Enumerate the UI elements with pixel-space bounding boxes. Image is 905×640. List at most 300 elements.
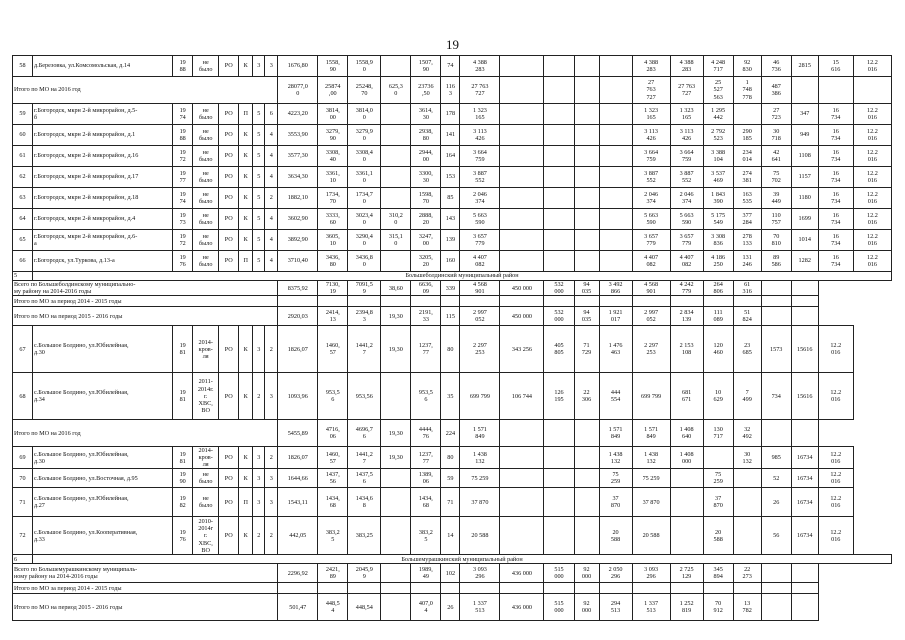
table-cell: 315,1 0 (381, 230, 411, 251)
table-cell (599, 230, 632, 251)
table-cell (574, 583, 599, 594)
table-cell: 3279, 90 (318, 125, 348, 146)
table-cell: П (239, 104, 253, 125)
table-cell (381, 167, 411, 188)
table-cell: 16 734 (818, 167, 853, 188)
table-cell: 116 3 (441, 77, 460, 104)
table-cell: 2 (253, 517, 265, 555)
table-cell: г.Богородск, мкрн 2-й микрорайон, д.6- а (33, 230, 173, 251)
table-cell: 19 81 (173, 326, 193, 373)
table-cell: 5 (253, 251, 265, 272)
table-cell: 12.2 016 (853, 230, 891, 251)
table-cell (599, 125, 632, 146)
table-cell: 3 (253, 469, 265, 488)
table-cell: с.Большое Болдино, ул.Кооперативная, д.33 (33, 517, 173, 555)
table-cell: 2 046 374 (460, 188, 500, 209)
table-cell (544, 209, 574, 230)
table-cell (500, 420, 544, 447)
table-cell: 15616 (791, 373, 818, 420)
table-cell: 37 870 (599, 488, 632, 517)
table-cell: 2 153 108 (670, 326, 703, 373)
table-cell (544, 125, 574, 146)
table-cell: 163 535 (733, 188, 761, 209)
table-cell: 141 (441, 125, 460, 146)
table-cell (574, 296, 599, 307)
table-cell (574, 56, 599, 77)
table-cell (599, 209, 632, 230)
table-cell (574, 447, 599, 469)
table-cell: 1434,6 8 (348, 488, 381, 517)
table-cell: 3 657 779 (632, 230, 670, 251)
table-cell: 2 (265, 517, 278, 555)
table-cell: 699 799 (460, 373, 500, 420)
table-cell: 4223,20 (278, 104, 318, 125)
table-cell: 3436, 80 (318, 251, 348, 272)
table-cell: РО (219, 230, 239, 251)
table-cell: 345 894 (703, 564, 733, 583)
table-cell: 4 388 283 (632, 56, 670, 77)
table-row (13, 209, 892, 230)
table-cell (574, 420, 599, 447)
district-header-row (13, 272, 892, 281)
table-cell: г.Богородск, мкрн 2-й микрорайон, д.1 (33, 125, 173, 146)
table-cell: 3 664 759 (460, 146, 500, 167)
summary-row (13, 296, 892, 307)
table-cell: 120 460 (703, 326, 733, 373)
table-cell (500, 125, 544, 146)
table-cell: 3892,90 (278, 230, 318, 251)
table-cell: 2938, 80 (411, 125, 441, 146)
table-cell: 70 912 (703, 594, 733, 621)
table-cell: К (239, 469, 253, 488)
table-cell: 2944, 00 (411, 146, 441, 167)
table-cell: 444 554 (599, 373, 632, 420)
table-cell: 1460, 57 (318, 447, 348, 469)
table-cell (544, 104, 574, 125)
table-cell: 734 (761, 373, 791, 420)
table-cell: 4716, 06 (318, 420, 348, 447)
table-cell (500, 296, 544, 307)
table-cell: 3 887 552 (632, 167, 670, 188)
table-cell: 264 806 (703, 281, 733, 296)
table-cell: 2414, 13 (318, 307, 348, 326)
table-cell: 1 571 849 (632, 420, 670, 447)
table-cell (348, 583, 381, 594)
table-cell: 3 093 296 (632, 564, 670, 583)
table-cell: 19 90 (173, 469, 193, 488)
table-cell: РО (219, 125, 239, 146)
table-cell: 61 (13, 146, 33, 167)
table-cell (544, 56, 574, 77)
table-cell: 1 921 017 (599, 307, 632, 326)
table-cell: 2 725 129 (670, 564, 703, 583)
table-cell: 3814, 00 (318, 104, 348, 125)
table-cell (632, 583, 670, 594)
table-cell: 56 (761, 517, 791, 555)
table-cell: Всего по Большемурашкинскому муниципаль- ному району на 2014-2016 годы (13, 564, 278, 583)
table-cell: г.Богородск, мкрн 2-й микрорайон, д.4 (33, 209, 173, 230)
table-cell (381, 488, 411, 517)
table-cell (381, 125, 411, 146)
table-cell: 2 997 052 (460, 307, 500, 326)
table-cell: Большеболдинский муниципальный район (33, 272, 892, 281)
table-row (13, 251, 892, 272)
table-cell (381, 469, 411, 488)
table-cell (791, 296, 818, 307)
table-cell: 1598, 70 (411, 188, 441, 209)
table-cell: не было (193, 188, 219, 209)
table-cell: 130 717 (703, 420, 733, 447)
table-cell: РО (219, 447, 239, 469)
table-row (13, 104, 892, 125)
table-cell: 94 035 (574, 307, 599, 326)
table-cell: 19 74 (173, 104, 193, 125)
table-cell: 5 (253, 188, 265, 209)
table-cell: 3577,30 (278, 146, 318, 167)
table-cell (599, 296, 632, 307)
table-cell (500, 77, 544, 104)
table-cell: 1507, 90 (411, 56, 441, 77)
table-cell: 61 316 (733, 281, 761, 296)
table-cell: 407,0 4 (411, 594, 441, 621)
table-cell: 3 (265, 488, 278, 517)
table-cell: 4 (265, 125, 278, 146)
table-cell: 19 88 (173, 56, 193, 77)
table-cell: не было (193, 104, 219, 125)
table-cell: К (239, 517, 253, 555)
table-cell (791, 281, 818, 296)
table-cell: 80 (441, 447, 460, 469)
table-cell: 5 (253, 167, 265, 188)
table-cell: 16734 (791, 469, 818, 488)
table-cell (761, 594, 791, 621)
table-cell: 1644,66 (278, 469, 318, 488)
table-cell: 160 (441, 251, 460, 272)
table-cell (791, 583, 818, 594)
table-cell (574, 517, 599, 555)
summary-row (13, 307, 892, 326)
table-cell: 278 133 (733, 230, 761, 251)
table-cell: 111 089 (703, 307, 733, 326)
table-cell: РО (219, 326, 239, 373)
table-cell (544, 188, 574, 209)
table-cell (500, 188, 544, 209)
table-cell: Итого по МО на период 2015 - 2016 годы (13, 594, 278, 621)
table-cell: 1 438 132 (632, 447, 670, 469)
table-cell: 3 887 552 (670, 167, 703, 188)
table-cell: 1 843 390 (703, 188, 733, 209)
table-cell: 2191, 33 (411, 307, 441, 326)
table-cell (791, 420, 818, 447)
table-cell: 16 734 (818, 146, 853, 167)
table-cell: 3 (265, 373, 278, 420)
table-cell (348, 296, 381, 307)
table-cell: 405 805 (544, 326, 574, 373)
table-cell: 3553,90 (278, 125, 318, 146)
table-cell: 1108 (791, 146, 818, 167)
table-cell (853, 77, 891, 104)
table-cell: 1 323 165 (670, 104, 703, 125)
table-cell: 3 093 296 (460, 564, 500, 583)
table-cell: 52 (761, 469, 791, 488)
table-row (13, 188, 892, 209)
table-cell: 1826,07 (278, 326, 318, 373)
table-cell: 16734 (791, 517, 818, 555)
table-cell: 70 810 (761, 230, 791, 251)
table-cell: 3 657 779 (460, 230, 500, 251)
table-cell (411, 583, 441, 594)
table-cell (574, 77, 599, 104)
table-cell: 2 050 296 (599, 564, 632, 583)
table-cell: 75 702 (761, 167, 791, 188)
table-cell: не было (193, 125, 219, 146)
table-cell: 2815 (791, 56, 818, 77)
page-number: 19 (446, 37, 459, 52)
table-cell: не было (193, 167, 219, 188)
table-cell (670, 517, 703, 555)
table-cell: 19,30 (381, 420, 411, 447)
table-cell: 985 (761, 447, 791, 469)
table-cell: 12.2 016 (818, 326, 853, 373)
table-cell: 1282 (791, 251, 818, 272)
table-cell (500, 469, 544, 488)
table-cell: 234 014 (733, 146, 761, 167)
table-cell: 3634,30 (278, 167, 318, 188)
table-cell: 19,30 (381, 326, 411, 373)
table-cell (500, 167, 544, 188)
table-cell: не было (193, 469, 219, 488)
table-cell (500, 488, 544, 517)
table-cell (599, 167, 632, 188)
table-cell: 27 763 727 (460, 77, 500, 104)
table-cell: 339 (441, 281, 460, 296)
table-cell: 19 81 (173, 373, 193, 420)
table-cell: 1989, 49 (411, 564, 441, 583)
table-cell (599, 56, 632, 77)
table-cell: 1441,2 7 (348, 326, 381, 373)
table-cell: 16 734 (818, 251, 853, 272)
table-cell (381, 594, 411, 621)
table-cell: 178 (441, 104, 460, 125)
table-cell: 3710,40 (278, 251, 318, 272)
table-cell: 3605, 10 (318, 230, 348, 251)
table-cell: 12.2 016 (853, 104, 891, 125)
table-cell: 1180 (791, 188, 818, 209)
table-cell: 37 870 (460, 488, 500, 517)
table-cell: 1237, 77 (411, 326, 441, 373)
table-cell: 1882,10 (278, 188, 318, 209)
table-cell: 102 (441, 564, 460, 583)
table-cell: с.Большое Болдино, ул.Юбилейная, д.30 (33, 447, 173, 469)
table-cell: 1 438 132 (599, 447, 632, 469)
table-cell: РО (219, 469, 239, 488)
table-cell: 16 734 (818, 188, 853, 209)
table-cell (278, 296, 318, 307)
table-cell: 89 586 (761, 251, 791, 272)
table-cell: 1014 (791, 230, 818, 251)
table-cell: 436 000 (500, 594, 544, 621)
table-cell: 1389, 06 (411, 469, 441, 488)
table-cell: Итого по МО на 2016 год (13, 77, 278, 104)
table-cell: 1573 (761, 326, 791, 373)
table-cell (381, 296, 411, 307)
table-cell: 450 000 (500, 307, 544, 326)
table-cell: РО (219, 251, 239, 272)
table-cell (544, 420, 574, 447)
table-cell: 3 388 104 (703, 146, 733, 167)
table-cell: К (239, 447, 253, 469)
table-cell: с.Большое Болдино, ул.Юбилейная, д.27 (33, 488, 173, 517)
table-cell: РО (219, 488, 239, 517)
table-cell: 20 588 (703, 517, 733, 555)
table-cell: 1558, 90 (318, 56, 348, 77)
table-cell (544, 447, 574, 469)
table-cell: 1157 (791, 167, 818, 188)
table-cell: 3 (253, 56, 265, 77)
table-cell: 4 (265, 230, 278, 251)
table-cell: 16 734 (818, 104, 853, 125)
table-cell: 75 259 (460, 469, 500, 488)
table-row (13, 146, 892, 167)
table-cell: 5 (13, 272, 33, 281)
table-cell: не было (193, 230, 219, 251)
table-cell: 27 763 727 (670, 77, 703, 104)
table-cell: с.Большое Болдино, ул.Восточная, д.95 (33, 469, 173, 488)
table-cell (761, 583, 791, 594)
table-cell: 25 527 563 (703, 77, 733, 104)
table-cell (381, 564, 411, 583)
table-cell: 2 997 052 (632, 307, 670, 326)
table-row (13, 326, 892, 373)
table-cell: 1558,9 0 (348, 56, 381, 77)
table-cell: 953,5 6 (411, 373, 441, 420)
table-cell: 3602,90 (278, 209, 318, 230)
table-cell: 2421, 89 (318, 564, 348, 583)
table-cell (381, 251, 411, 272)
table-cell: д.Березовка, ул.Комсомольская, д.14 (33, 56, 173, 77)
table-cell: 2045,9 9 (348, 564, 381, 583)
table-cell: 4 388 283 (460, 56, 500, 77)
table-cell: 5 663 590 (670, 209, 703, 230)
table-cell (544, 77, 574, 104)
table-cell: П (239, 251, 253, 272)
table-cell: 1543,11 (278, 488, 318, 517)
table-cell: 75 259 (703, 469, 733, 488)
table-cell: 2394,8 3 (348, 307, 381, 326)
table-cell: 1 571 849 (599, 420, 632, 447)
table-cell: 2920,03 (278, 307, 318, 326)
table-cell (544, 146, 574, 167)
table-cell (791, 307, 818, 326)
table-cell (599, 583, 632, 594)
table-cell: 2296,92 (278, 564, 318, 583)
table-cell: 16734 (791, 488, 818, 517)
table-cell: 4 (265, 167, 278, 188)
table-cell: 75 259 (599, 469, 632, 488)
table-cell: 15 616 (818, 56, 853, 77)
table-cell: 7130, 19 (318, 281, 348, 296)
table-cell: 347 (791, 104, 818, 125)
table-cell: 4 248 717 (703, 56, 733, 77)
table-cell: 3436,8 0 (348, 251, 381, 272)
table-cell: 92 000 (574, 564, 599, 583)
table-cell (574, 188, 599, 209)
table-cell: 12.2 016 (853, 146, 891, 167)
table-cell: 2014- кров- ля (193, 326, 219, 373)
table-cell: 46 736 (761, 56, 791, 77)
table-cell: 436 000 (500, 564, 544, 583)
table-cell (460, 583, 500, 594)
table-cell (574, 469, 599, 488)
table-cell: 75 259 (632, 469, 670, 488)
table-row (13, 56, 892, 77)
table-cell (500, 517, 544, 555)
table-cell: 625,3 0 (381, 77, 411, 104)
table-cell: 2 297 253 (460, 326, 500, 373)
table-cell (381, 517, 411, 555)
table-cell (544, 251, 574, 272)
table-cell: 12.2 016 (853, 167, 891, 188)
table-cell: 19 82 (173, 488, 193, 517)
table-row (13, 517, 892, 555)
table-cell: 12.2 016 (853, 125, 891, 146)
table-cell (791, 564, 818, 583)
table-cell: 5 (253, 209, 265, 230)
table-cell: 5 (253, 104, 265, 125)
table-cell (381, 188, 411, 209)
table-cell: г.Богородск, ул.Туркова, д.13-а (33, 251, 173, 272)
table-cell: 23 685 (733, 326, 761, 373)
table-cell: РО (219, 167, 239, 188)
table-cell: 3 (253, 447, 265, 469)
table-cell: 224 (441, 420, 460, 447)
summary-row (13, 77, 892, 104)
table-cell: 92 000 (574, 594, 599, 621)
table-cell: 70 (13, 469, 33, 488)
table-cell (500, 56, 544, 77)
table-cell: 699 799 (632, 373, 670, 420)
table-cell: 1093,96 (278, 373, 318, 420)
table-cell (544, 517, 574, 555)
table-cell: Итого по МО за период 2014 - 2015 годы (13, 583, 278, 594)
table-cell (460, 296, 500, 307)
table-cell: 294 513 (599, 594, 632, 621)
table-cell: 3361, 10 (318, 167, 348, 188)
table-cell (544, 469, 574, 488)
table-row (13, 167, 892, 188)
table-cell: 3308, 40 (318, 146, 348, 167)
table-cell: 1 438 132 (460, 447, 500, 469)
table-cell: 5 (253, 125, 265, 146)
table-cell (599, 146, 632, 167)
table-cell: 1 337 513 (460, 594, 500, 621)
table-cell: 16 734 (818, 125, 853, 146)
table-cell: 143 (441, 209, 460, 230)
table-cell: 4 407 082 (460, 251, 500, 272)
table-cell: 515 000 (544, 594, 574, 621)
table-cell: не было (193, 488, 219, 517)
table-cell: 1460, 57 (318, 326, 348, 373)
table-cell: 2 (253, 373, 265, 420)
table-cell: 4 242 779 (670, 281, 703, 296)
table-cell: 2 046 374 (632, 188, 670, 209)
table-cell (544, 296, 574, 307)
table-cell (632, 296, 670, 307)
table-cell (441, 583, 460, 594)
table-cell (500, 230, 544, 251)
table-cell (318, 583, 348, 594)
table-row (13, 488, 892, 517)
